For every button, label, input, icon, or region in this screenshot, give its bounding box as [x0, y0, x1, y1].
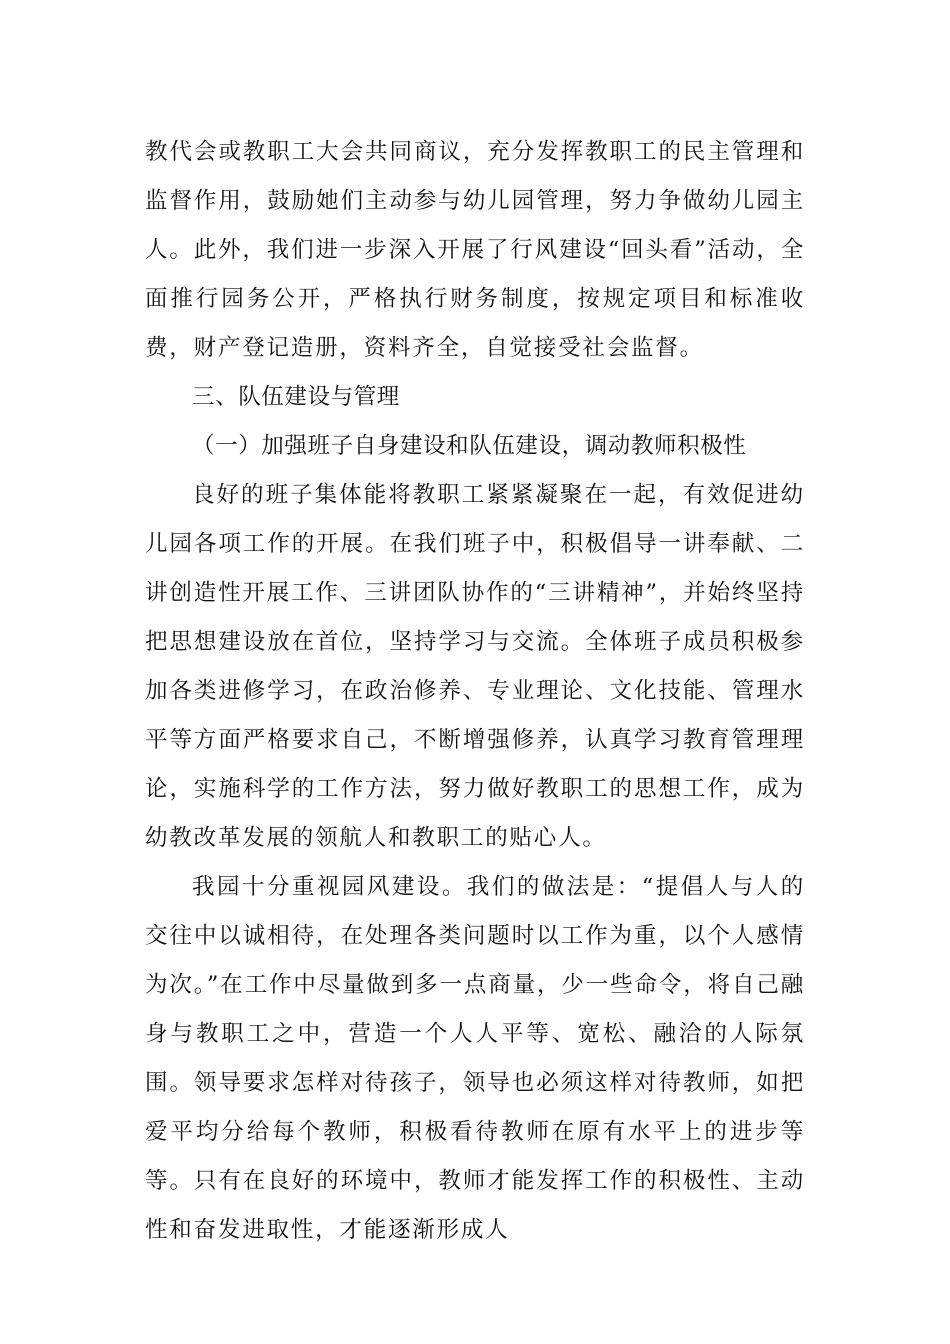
paragraph-continuation: 教代会或教职工大会共同商议，充分发挥教职工的民主管理和监督作用，鼓励她们主动参与幼儿园管理，努力争做幼儿园主人。此外，我们进一步深入开展了行风建设“回头看”活动，全面推行园务公开，严格执行财务制度，按规定项目和标准收费，财产登记造册，资料齐全，自觉接受社会监督。 — [145, 139, 805, 361]
paragraph-team-building: 良好的班子集体能将教职工紧紧凝聚在一起，有效促进幼儿园各项工作的开展。在我们班子中，积极倡导一讲奉献、二讲创造性开展工作、三讲团队协作的“三讲精神”，并始终坚持把思想建设放在首位，坚持学习与交流。全体班子成员积极参加各类进修学习，在政治修养、专业理论、文化技能、管理水平等方面严格要求自己，不断增强修养，认真学习教育管理理论，实施科学的工作方法，努力做好教职工的思想工作，成为幼教改革发展的领航人和教职工的贴心人。 — [145, 482, 805, 851]
section-heading: 三、队伍建设与管理 — [192, 384, 400, 410]
subsection-heading: （一）加强班子自身建设和队伍建设，调动教师积极性 — [192, 433, 747, 459]
document-body — [145, 128, 805, 1255]
paragraph-kindergarten-culture: 我园十分重视园风建设。我们的做法是：“提倡人与人的交往中以诚相待，在处理各类问题时以工作为重，以个人感情为次。”在工作中尽量做到多一点商量，少一些命令，将自己融身与教职工之中，营造一个人人平等、宽松、融洽的人际氛围。领导要求怎样对待孩子，领导也必须这样对待教师，如把爱平均分给每个教师，积极看待教师在原有水平上的进步等等。只有在良好的环境中，教师才能发挥工作的积极性、主动性和奋发进取性，才能逐渐形成人 — [145, 874, 805, 1243]
